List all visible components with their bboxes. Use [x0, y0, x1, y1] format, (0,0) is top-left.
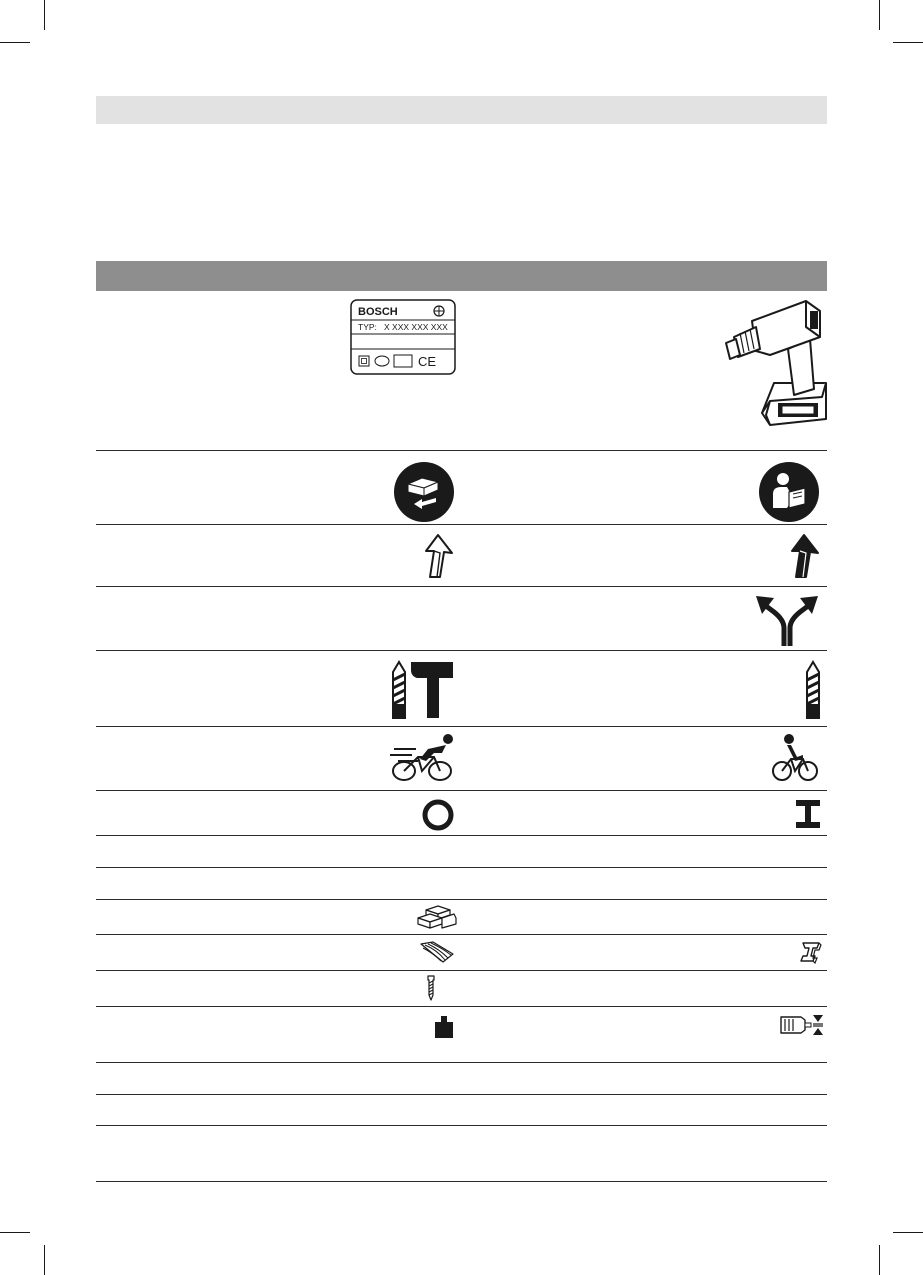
table-bottom-rule	[96, 1181, 827, 1182]
row-divider	[96, 790, 827, 791]
rating-plate-icon	[350, 299, 456, 375]
circle-icon	[421, 798, 455, 832]
battery-removal-icon	[394, 462, 454, 522]
cordless-drill-driver-icon	[722, 297, 830, 431]
fork-arrows-icon	[754, 594, 820, 646]
i-beam-icon	[795, 799, 821, 829]
row-divider	[96, 1062, 827, 1063]
top-heading-bar	[96, 96, 827, 124]
row-divider	[96, 1094, 827, 1095]
crop-mark-top-right-v	[879, 0, 880, 30]
crop-mark-top-right-h	[893, 42, 923, 43]
drill-hammer-icon	[391, 658, 455, 720]
rating-plate-type-number: X XXX XXX XXX	[384, 322, 448, 332]
row-divider	[96, 450, 827, 451]
rating-plate-brand: BOSCH	[358, 306, 398, 318]
arrow-up-outline-icon	[418, 533, 454, 579]
row-divider	[96, 970, 827, 971]
screw-icon	[426, 975, 436, 1001]
crop-mark-top-left-h	[0, 42, 30, 43]
crop-mark-bottom-right-v	[879, 1245, 880, 1275]
arrow-up-solid-icon	[784, 533, 820, 579]
chuck-clamping-range-icon	[779, 1013, 823, 1037]
row-divider	[96, 586, 827, 587]
weight-icon	[434, 1015, 454, 1039]
table-heading-bar	[96, 261, 827, 291]
wood-icon	[419, 940, 455, 964]
masonry-bricks-icon	[416, 904, 458, 930]
row-divider	[96, 867, 827, 868]
crop-mark-bottom-left-h	[0, 1232, 30, 1233]
row-divider	[96, 726, 827, 727]
row-divider	[96, 934, 827, 935]
speed-fast-cyclist-icon	[388, 733, 458, 783]
row-divider	[96, 835, 827, 836]
read-manual-icon	[759, 462, 819, 522]
rating-plate-ce-mark: CE	[418, 354, 437, 369]
steel-profile-icon	[799, 940, 823, 964]
row-divider	[96, 1006, 827, 1007]
row-divider	[96, 650, 827, 651]
crop-mark-top-left-v	[44, 0, 45, 30]
drill-bit-icon	[805, 658, 821, 720]
crop-mark-bottom-right-h	[893, 1232, 923, 1233]
row-divider	[96, 899, 827, 900]
row-divider	[96, 524, 827, 525]
rating-plate-type-label: TYP:	[358, 322, 377, 332]
row-divider	[96, 1125, 827, 1126]
crop-mark-bottom-left-v	[44, 1245, 45, 1275]
speed-slow-cyclist-icon	[771, 733, 819, 783]
